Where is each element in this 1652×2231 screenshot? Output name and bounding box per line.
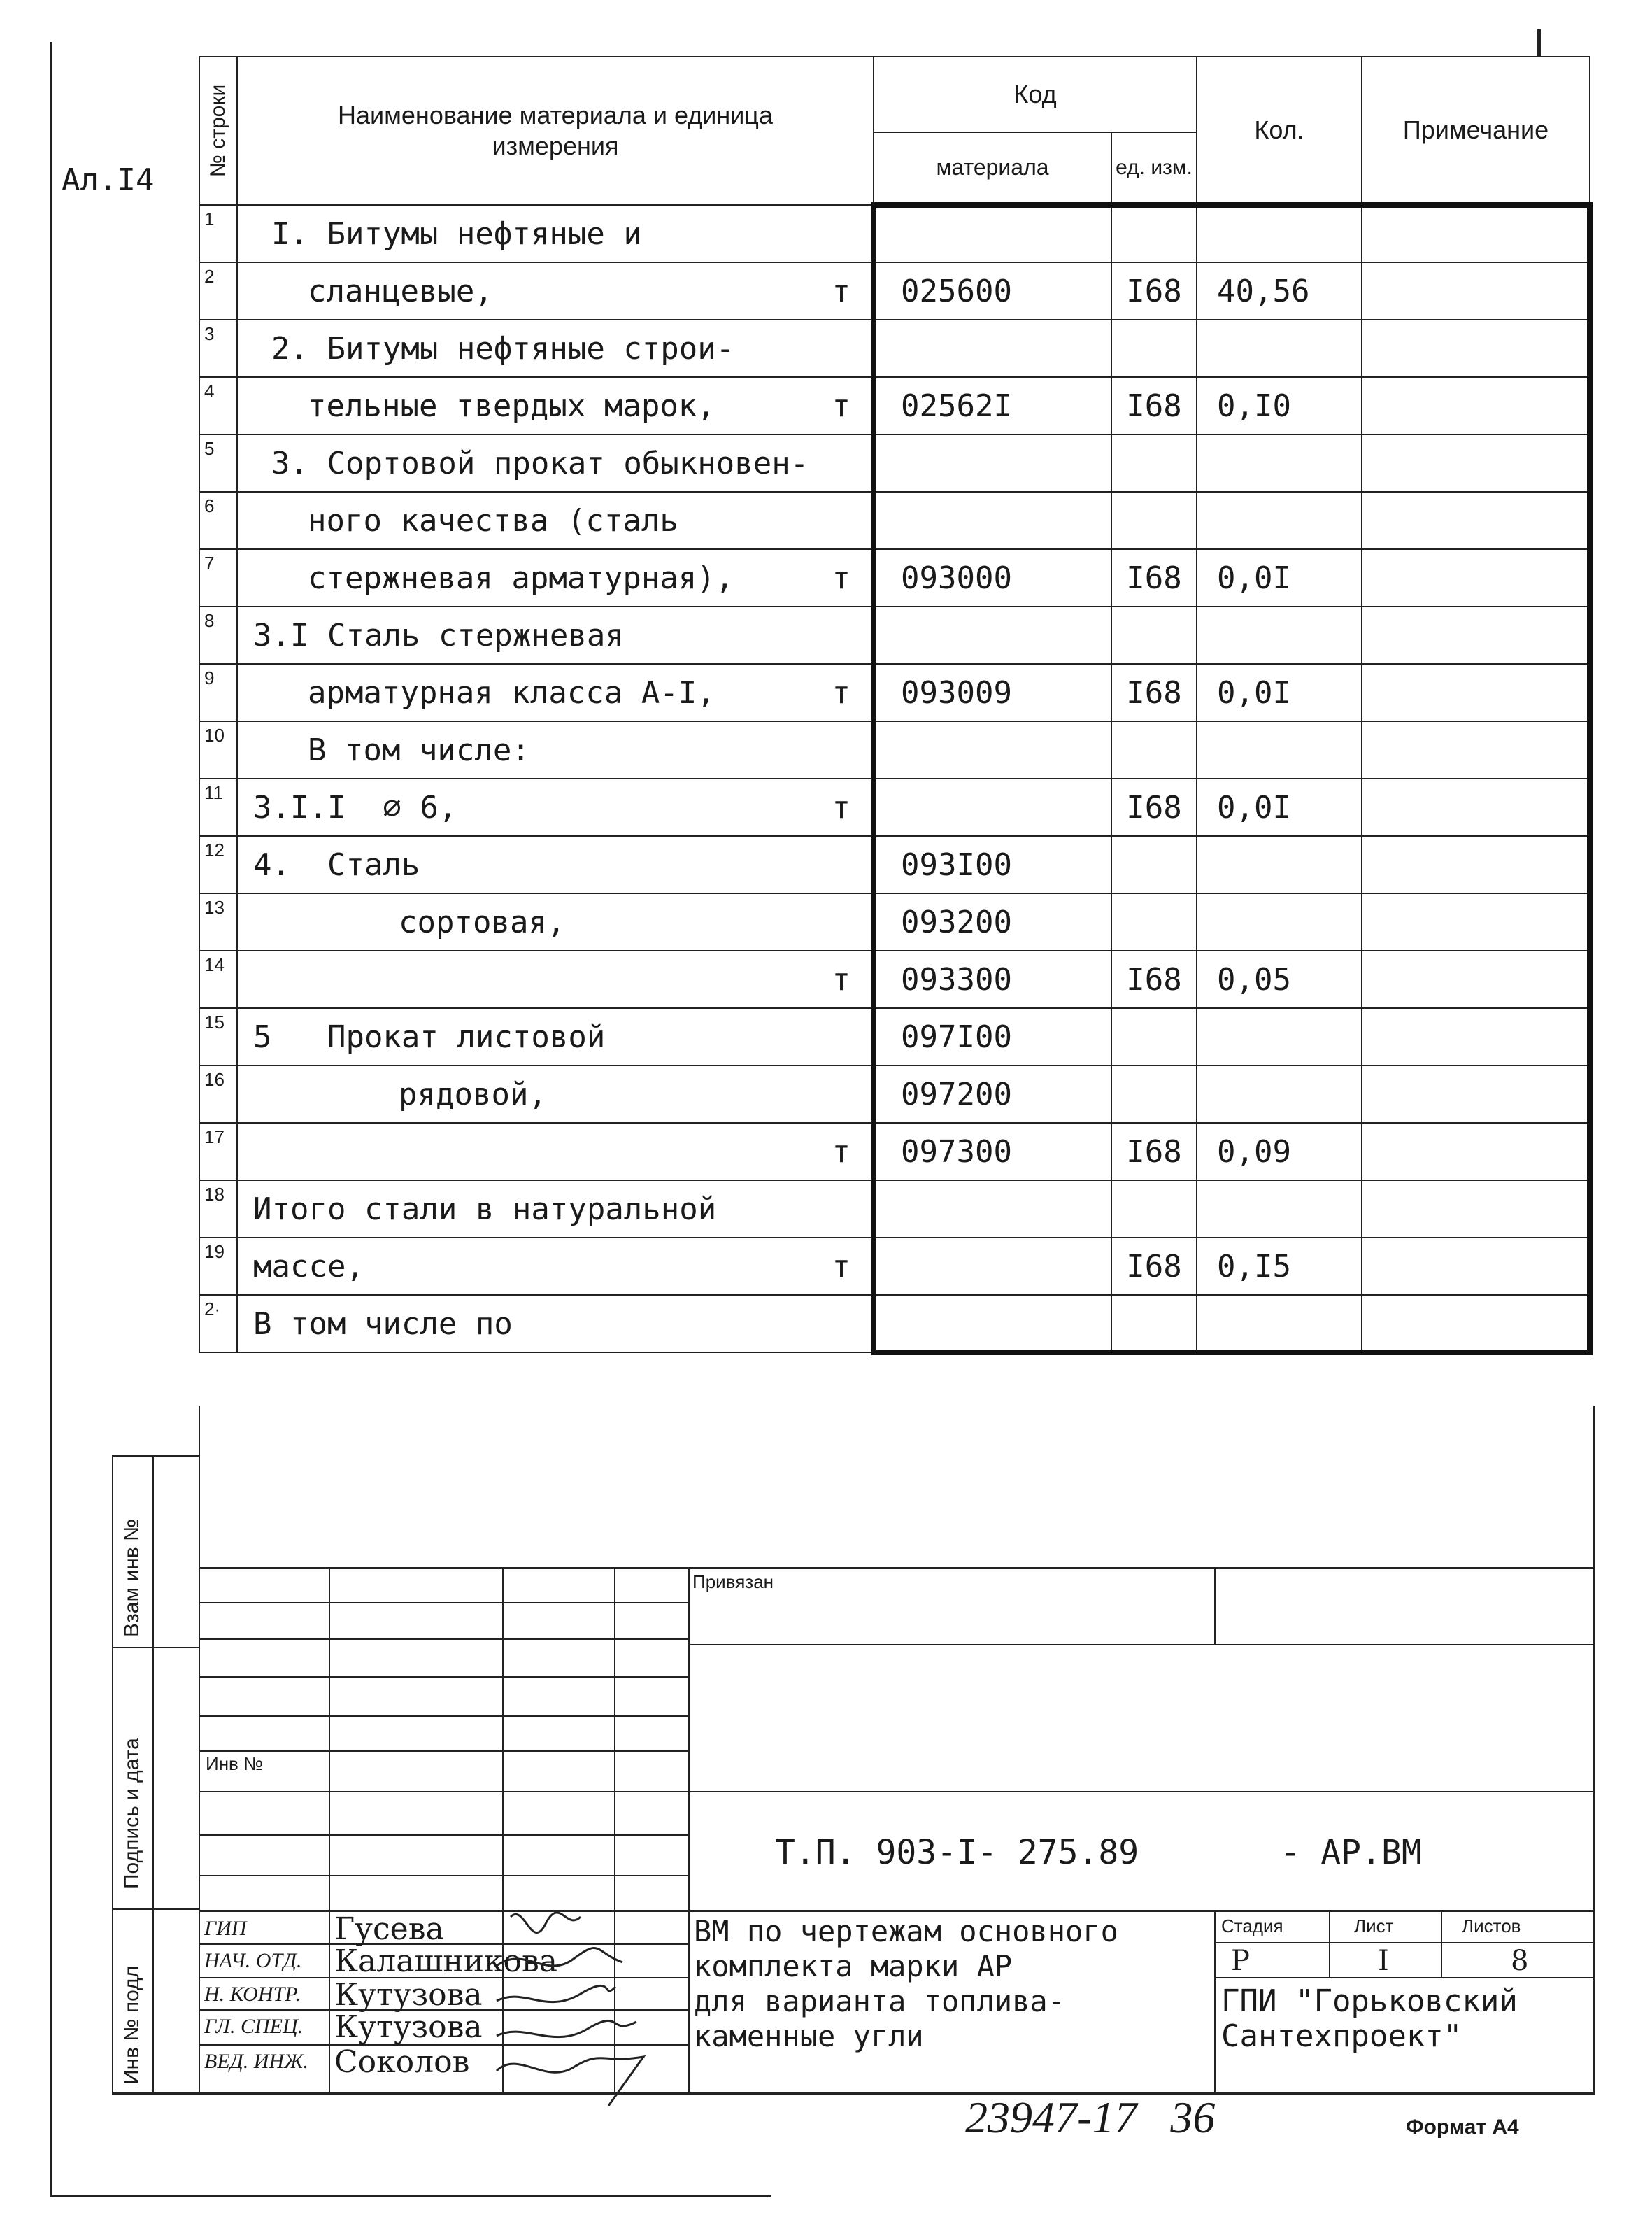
material-code bbox=[874, 1295, 1111, 1352]
material-code bbox=[874, 607, 1111, 664]
note-cell bbox=[1362, 434, 1590, 492]
table-row bbox=[199, 1123, 1590, 1180]
quantity: 0,I0 bbox=[1197, 377, 1362, 434]
unit-mark: т bbox=[832, 273, 850, 309]
note-cell bbox=[1362, 549, 1590, 607]
table-row bbox=[199, 721, 1590, 779]
material-name: 3. Сортовой прокат обыкновен- bbox=[271, 445, 809, 481]
title-line: ВМ по чертежам основного bbox=[694, 1914, 1118, 1948]
note-cell bbox=[1362, 951, 1590, 1008]
material-code bbox=[874, 721, 1111, 779]
material-name-cell bbox=[237, 607, 874, 664]
row-number: 18 bbox=[199, 1180, 237, 1238]
material-name-cell bbox=[237, 1008, 874, 1065]
quantity bbox=[1197, 1065, 1362, 1123]
label-inv-podl: Инв № подл bbox=[120, 1965, 143, 2085]
page-top-tick bbox=[1537, 29, 1541, 56]
row-number: 2 bbox=[199, 262, 237, 320]
material-name: 3.I Сталь стержневая bbox=[253, 617, 624, 653]
quantity: 0,0I bbox=[1197, 549, 1362, 607]
row-number: 1 bbox=[199, 205, 237, 262]
header-note: Примечание bbox=[1362, 57, 1590, 205]
note-cell bbox=[1362, 262, 1590, 320]
unit-code: I68 bbox=[1111, 1238, 1197, 1295]
material-name-cell bbox=[237, 262, 874, 320]
label-podpis-data: Подпись и дата bbox=[120, 1738, 143, 1889]
material-name-cell bbox=[237, 1295, 874, 1352]
unit-code: I68 bbox=[1111, 377, 1197, 434]
frame-line bbox=[199, 1567, 1595, 1569]
material-name-cell bbox=[237, 492, 874, 549]
signature-role: ВЕД. ИНЖ. bbox=[204, 2050, 309, 2073]
quantity bbox=[1197, 492, 1362, 549]
material-name: сортовая, bbox=[399, 904, 566, 940]
table-row bbox=[199, 492, 1590, 549]
header-row-number: № строки bbox=[199, 57, 237, 205]
note-cell bbox=[1362, 779, 1590, 836]
quantity bbox=[1197, 607, 1362, 664]
unit-code bbox=[1111, 893, 1197, 951]
row-number: 9 bbox=[199, 664, 237, 721]
table-row bbox=[199, 320, 1590, 377]
table-row bbox=[199, 779, 1590, 836]
unit-code: I68 bbox=[1111, 262, 1197, 320]
unit-code: I68 bbox=[1111, 779, 1197, 836]
material-name-cell bbox=[237, 951, 874, 1008]
row-number: 16 bbox=[199, 1065, 237, 1123]
signature-role: Н. КОНТР. bbox=[204, 1983, 301, 2006]
note-cell bbox=[1362, 607, 1590, 664]
label-vzam-inv: Взам инв № bbox=[120, 1518, 143, 1637]
frame-line bbox=[1329, 1910, 1330, 1977]
material-name: I. Битумы нефтяные и bbox=[271, 215, 642, 252]
row-number: 15 bbox=[199, 1008, 237, 1065]
material-name-cell bbox=[237, 1065, 874, 1123]
title-line: комплекта марки АР bbox=[694, 1949, 1013, 1983]
unit-code bbox=[1111, 1008, 1197, 1065]
note-cell bbox=[1362, 320, 1590, 377]
row-number: 7 bbox=[199, 549, 237, 607]
table-row bbox=[199, 1295, 1590, 1352]
material-name-cell bbox=[237, 664, 874, 721]
organization bbox=[1221, 1984, 1518, 2054]
table-row bbox=[199, 549, 1590, 607]
material-code: 093000 bbox=[874, 549, 1111, 607]
frame-line bbox=[1593, 1406, 1595, 2092]
table-row bbox=[199, 951, 1590, 1008]
note-cell bbox=[1362, 893, 1590, 951]
quantity: 0,05 bbox=[1197, 951, 1362, 1008]
material-name: тельные твердых марок, bbox=[308, 388, 715, 424]
material-name: ного качества (сталь bbox=[308, 502, 678, 539]
material-code bbox=[874, 320, 1111, 377]
title-line: каменные угли bbox=[694, 2019, 924, 2053]
frame-line bbox=[152, 1455, 154, 2092]
stage-value: Р bbox=[1231, 1945, 1250, 1977]
quantity: 0,0I bbox=[1197, 664, 1362, 721]
material-name: рядовой, bbox=[399, 1076, 547, 1112]
frame-line bbox=[688, 1644, 1595, 1645]
table-row bbox=[199, 434, 1590, 492]
sheet-label: Лист bbox=[1354, 1915, 1394, 1936]
quantity bbox=[1197, 893, 1362, 951]
quantity bbox=[1197, 836, 1362, 893]
material-code: 093300 bbox=[874, 951, 1111, 1008]
row-number: 14 bbox=[199, 951, 237, 1008]
sheet-note: Ал.I4 bbox=[62, 162, 155, 198]
material-code bbox=[874, 205, 1111, 262]
unit-code bbox=[1111, 836, 1197, 893]
frame-line bbox=[199, 1406, 200, 2092]
table-row bbox=[199, 1180, 1590, 1238]
org-line: ГПИ "Горьковский bbox=[1221, 1983, 1518, 2019]
quantity bbox=[1197, 1180, 1362, 1238]
material-name: стержневая арматурная), bbox=[308, 560, 734, 596]
signature-role: ГИП bbox=[204, 1917, 247, 1940]
material-name: 2. Битумы нефтяные строи- bbox=[271, 330, 735, 367]
frame-line bbox=[1441, 1910, 1442, 1977]
note-cell bbox=[1362, 721, 1590, 779]
quantity: 0,I5 bbox=[1197, 1238, 1362, 1295]
material-name: В том числе по bbox=[253, 1305, 513, 1342]
unit-mark: т bbox=[832, 388, 850, 424]
table-row bbox=[199, 1238, 1590, 1295]
material-name: сланцевые, bbox=[308, 273, 493, 309]
stage-label: Стадия bbox=[1221, 1915, 1283, 1936]
material-spec-table bbox=[199, 56, 1593, 1355]
note-cell bbox=[1362, 836, 1590, 893]
unit-code bbox=[1111, 1065, 1197, 1123]
material-name: 5 Прокат листовой bbox=[253, 1019, 606, 1055]
sheets-label: Листов bbox=[1462, 1915, 1521, 1936]
material-name-cell bbox=[237, 721, 874, 779]
note-cell bbox=[1362, 664, 1590, 721]
material-code bbox=[874, 1238, 1111, 1295]
unit-code bbox=[1111, 721, 1197, 779]
org-line: Сантехпроект" bbox=[1221, 2018, 1462, 2054]
note-cell bbox=[1362, 492, 1590, 549]
signature-name: Гусева bbox=[334, 1911, 444, 1947]
material-name-cell bbox=[237, 549, 874, 607]
table-row bbox=[199, 836, 1590, 893]
table-row bbox=[199, 607, 1590, 664]
row-number: 11 bbox=[199, 779, 237, 836]
unit-code bbox=[1111, 1180, 1197, 1238]
unit-mark: т bbox=[832, 961, 850, 998]
header-quantity: Кол. bbox=[1197, 57, 1362, 205]
document-title bbox=[694, 1914, 1118, 2054]
note-cell bbox=[1362, 1123, 1590, 1180]
title-line: для варианта топлива- bbox=[694, 1984, 1066, 2018]
privyazan-label: Привязан bbox=[692, 1571, 774, 1592]
unit-mark: т bbox=[832, 789, 850, 826]
signature-name: Кутузова bbox=[334, 2009, 483, 2045]
unit-code bbox=[1111, 492, 1197, 549]
quantity: 0,09 bbox=[1197, 1123, 1362, 1180]
header-code-unit: ед. изм. bbox=[1111, 132, 1197, 205]
header-code-material: материала bbox=[874, 132, 1111, 205]
unit-code bbox=[1111, 205, 1197, 262]
material-name-cell bbox=[237, 1180, 874, 1238]
signature-name: Калашникова bbox=[334, 1943, 558, 1979]
note-cell bbox=[1362, 1180, 1590, 1238]
material-name: Итого стали в натуральной bbox=[253, 1191, 717, 1227]
material-code: 097300 bbox=[874, 1123, 1111, 1180]
frame-line bbox=[112, 2092, 1595, 2095]
quantity bbox=[1197, 1295, 1362, 1352]
unit-mark: т bbox=[832, 674, 850, 711]
row-number: 17 bbox=[199, 1123, 237, 1180]
material-code bbox=[874, 1180, 1111, 1238]
material-name-cell bbox=[237, 836, 874, 893]
material-name: массе, bbox=[253, 1248, 364, 1284]
signature-role: ГЛ. СПЕЦ. bbox=[204, 2015, 304, 2038]
row-number: 12 bbox=[199, 836, 237, 893]
handwritten-signatures bbox=[483, 1903, 734, 2113]
row-number: 5 bbox=[199, 434, 237, 492]
table-row bbox=[199, 377, 1590, 434]
material-code: 093200 bbox=[874, 893, 1111, 951]
archive-stamp: 23947-17 36 bbox=[965, 2092, 1216, 2142]
unit-code bbox=[1111, 434, 1197, 492]
material-name: 4. Сталь bbox=[253, 847, 420, 883]
material-code: 097200 bbox=[874, 1065, 1111, 1123]
signature-name: Соколов bbox=[334, 2044, 470, 2080]
row-number: 8 bbox=[199, 607, 237, 664]
unit-code: I68 bbox=[1111, 664, 1197, 721]
table-row bbox=[199, 262, 1590, 320]
material-name: 3.I.I ∅ 6, bbox=[253, 789, 457, 826]
unit-mark: т bbox=[832, 1248, 850, 1284]
material-name: В том числе: bbox=[308, 732, 530, 768]
unit-code: I68 bbox=[1111, 951, 1197, 1008]
material-name-cell bbox=[237, 320, 874, 377]
note-cell bbox=[1362, 1065, 1590, 1123]
frame-line bbox=[199, 1791, 1595, 1792]
table-row bbox=[199, 1008, 1590, 1065]
page-bottom-border bbox=[50, 2195, 771, 2197]
note-cell bbox=[1362, 1295, 1590, 1352]
sheet-value: I bbox=[1378, 1945, 1389, 1977]
material-code bbox=[874, 434, 1111, 492]
frame-line bbox=[112, 1455, 199, 1457]
row-number: 19 bbox=[199, 1238, 237, 1295]
unit-mark: т bbox=[832, 560, 850, 596]
table-row bbox=[199, 893, 1590, 951]
material-name-cell bbox=[237, 1123, 874, 1180]
material-name-cell bbox=[237, 1238, 874, 1295]
quantity bbox=[1197, 434, 1362, 492]
note-cell bbox=[1362, 205, 1590, 262]
material-name-cell bbox=[237, 377, 874, 434]
table-row bbox=[199, 205, 1590, 262]
material-name-cell bbox=[237, 779, 874, 836]
header-name: Наименование материала и единица измерения bbox=[237, 57, 874, 205]
note-cell bbox=[1362, 377, 1590, 434]
inv-no-label: Инв № bbox=[206, 1753, 263, 1774]
format-label: Формат А4 bbox=[1406, 2116, 1519, 2139]
frame-line bbox=[112, 1455, 113, 2092]
unit-code bbox=[1111, 607, 1197, 664]
unit-code bbox=[1111, 1295, 1197, 1352]
frame-line bbox=[329, 1567, 330, 2092]
unit-code: I68 bbox=[1111, 1123, 1197, 1180]
material-code: 025600 bbox=[874, 262, 1111, 320]
table-row bbox=[199, 1065, 1590, 1123]
material-code: 097I00 bbox=[874, 1008, 1111, 1065]
page-left-border bbox=[50, 42, 52, 2197]
material-code: 093009 bbox=[874, 664, 1111, 721]
quantity bbox=[1197, 205, 1362, 262]
row-number: 3 bbox=[199, 320, 237, 377]
material-code: 093I00 bbox=[874, 836, 1111, 893]
row-number: 6 bbox=[199, 492, 237, 549]
material-name-cell bbox=[237, 205, 874, 262]
frame-line bbox=[1214, 1567, 1216, 1644]
material-code: 02562I bbox=[874, 377, 1111, 434]
table-row bbox=[199, 664, 1590, 721]
row-number: 13 bbox=[199, 893, 237, 951]
note-cell bbox=[1362, 1008, 1590, 1065]
frame-line bbox=[112, 1647, 199, 1648]
sheets-value: 8 bbox=[1511, 1945, 1529, 1977]
unit-code bbox=[1111, 320, 1197, 377]
note-cell bbox=[1362, 1238, 1590, 1295]
quantity bbox=[1197, 1008, 1362, 1065]
header-code: Код bbox=[874, 57, 1197, 132]
signature-role: НАЧ. ОТД. bbox=[204, 1949, 302, 1972]
material-code bbox=[874, 779, 1111, 836]
row-number: 2· bbox=[199, 1295, 237, 1352]
document-code: Т.П. 903-I- 275.89 - АР.ВМ bbox=[775, 1833, 1422, 1872]
row-number: 10 bbox=[199, 721, 237, 779]
material-name-cell bbox=[237, 893, 874, 951]
row-number: 4 bbox=[199, 377, 237, 434]
quantity: 0,0I bbox=[1197, 779, 1362, 836]
material-name: арматурная класса А-I, bbox=[308, 674, 715, 711]
frame-line bbox=[1214, 1942, 1595, 1943]
material-name-cell bbox=[237, 434, 874, 492]
unit-mark: т bbox=[832, 1133, 850, 1170]
quantity bbox=[1197, 721, 1362, 779]
quantity: 40,56 bbox=[1197, 262, 1362, 320]
signature-name: Кутузова bbox=[334, 1977, 483, 2013]
unit-code: I68 bbox=[1111, 549, 1197, 607]
quantity bbox=[1197, 320, 1362, 377]
material-code bbox=[874, 492, 1111, 549]
frame-line bbox=[112, 1908, 199, 1910]
frame-line bbox=[1214, 1977, 1595, 1978]
frame-line bbox=[1214, 1910, 1216, 2092]
